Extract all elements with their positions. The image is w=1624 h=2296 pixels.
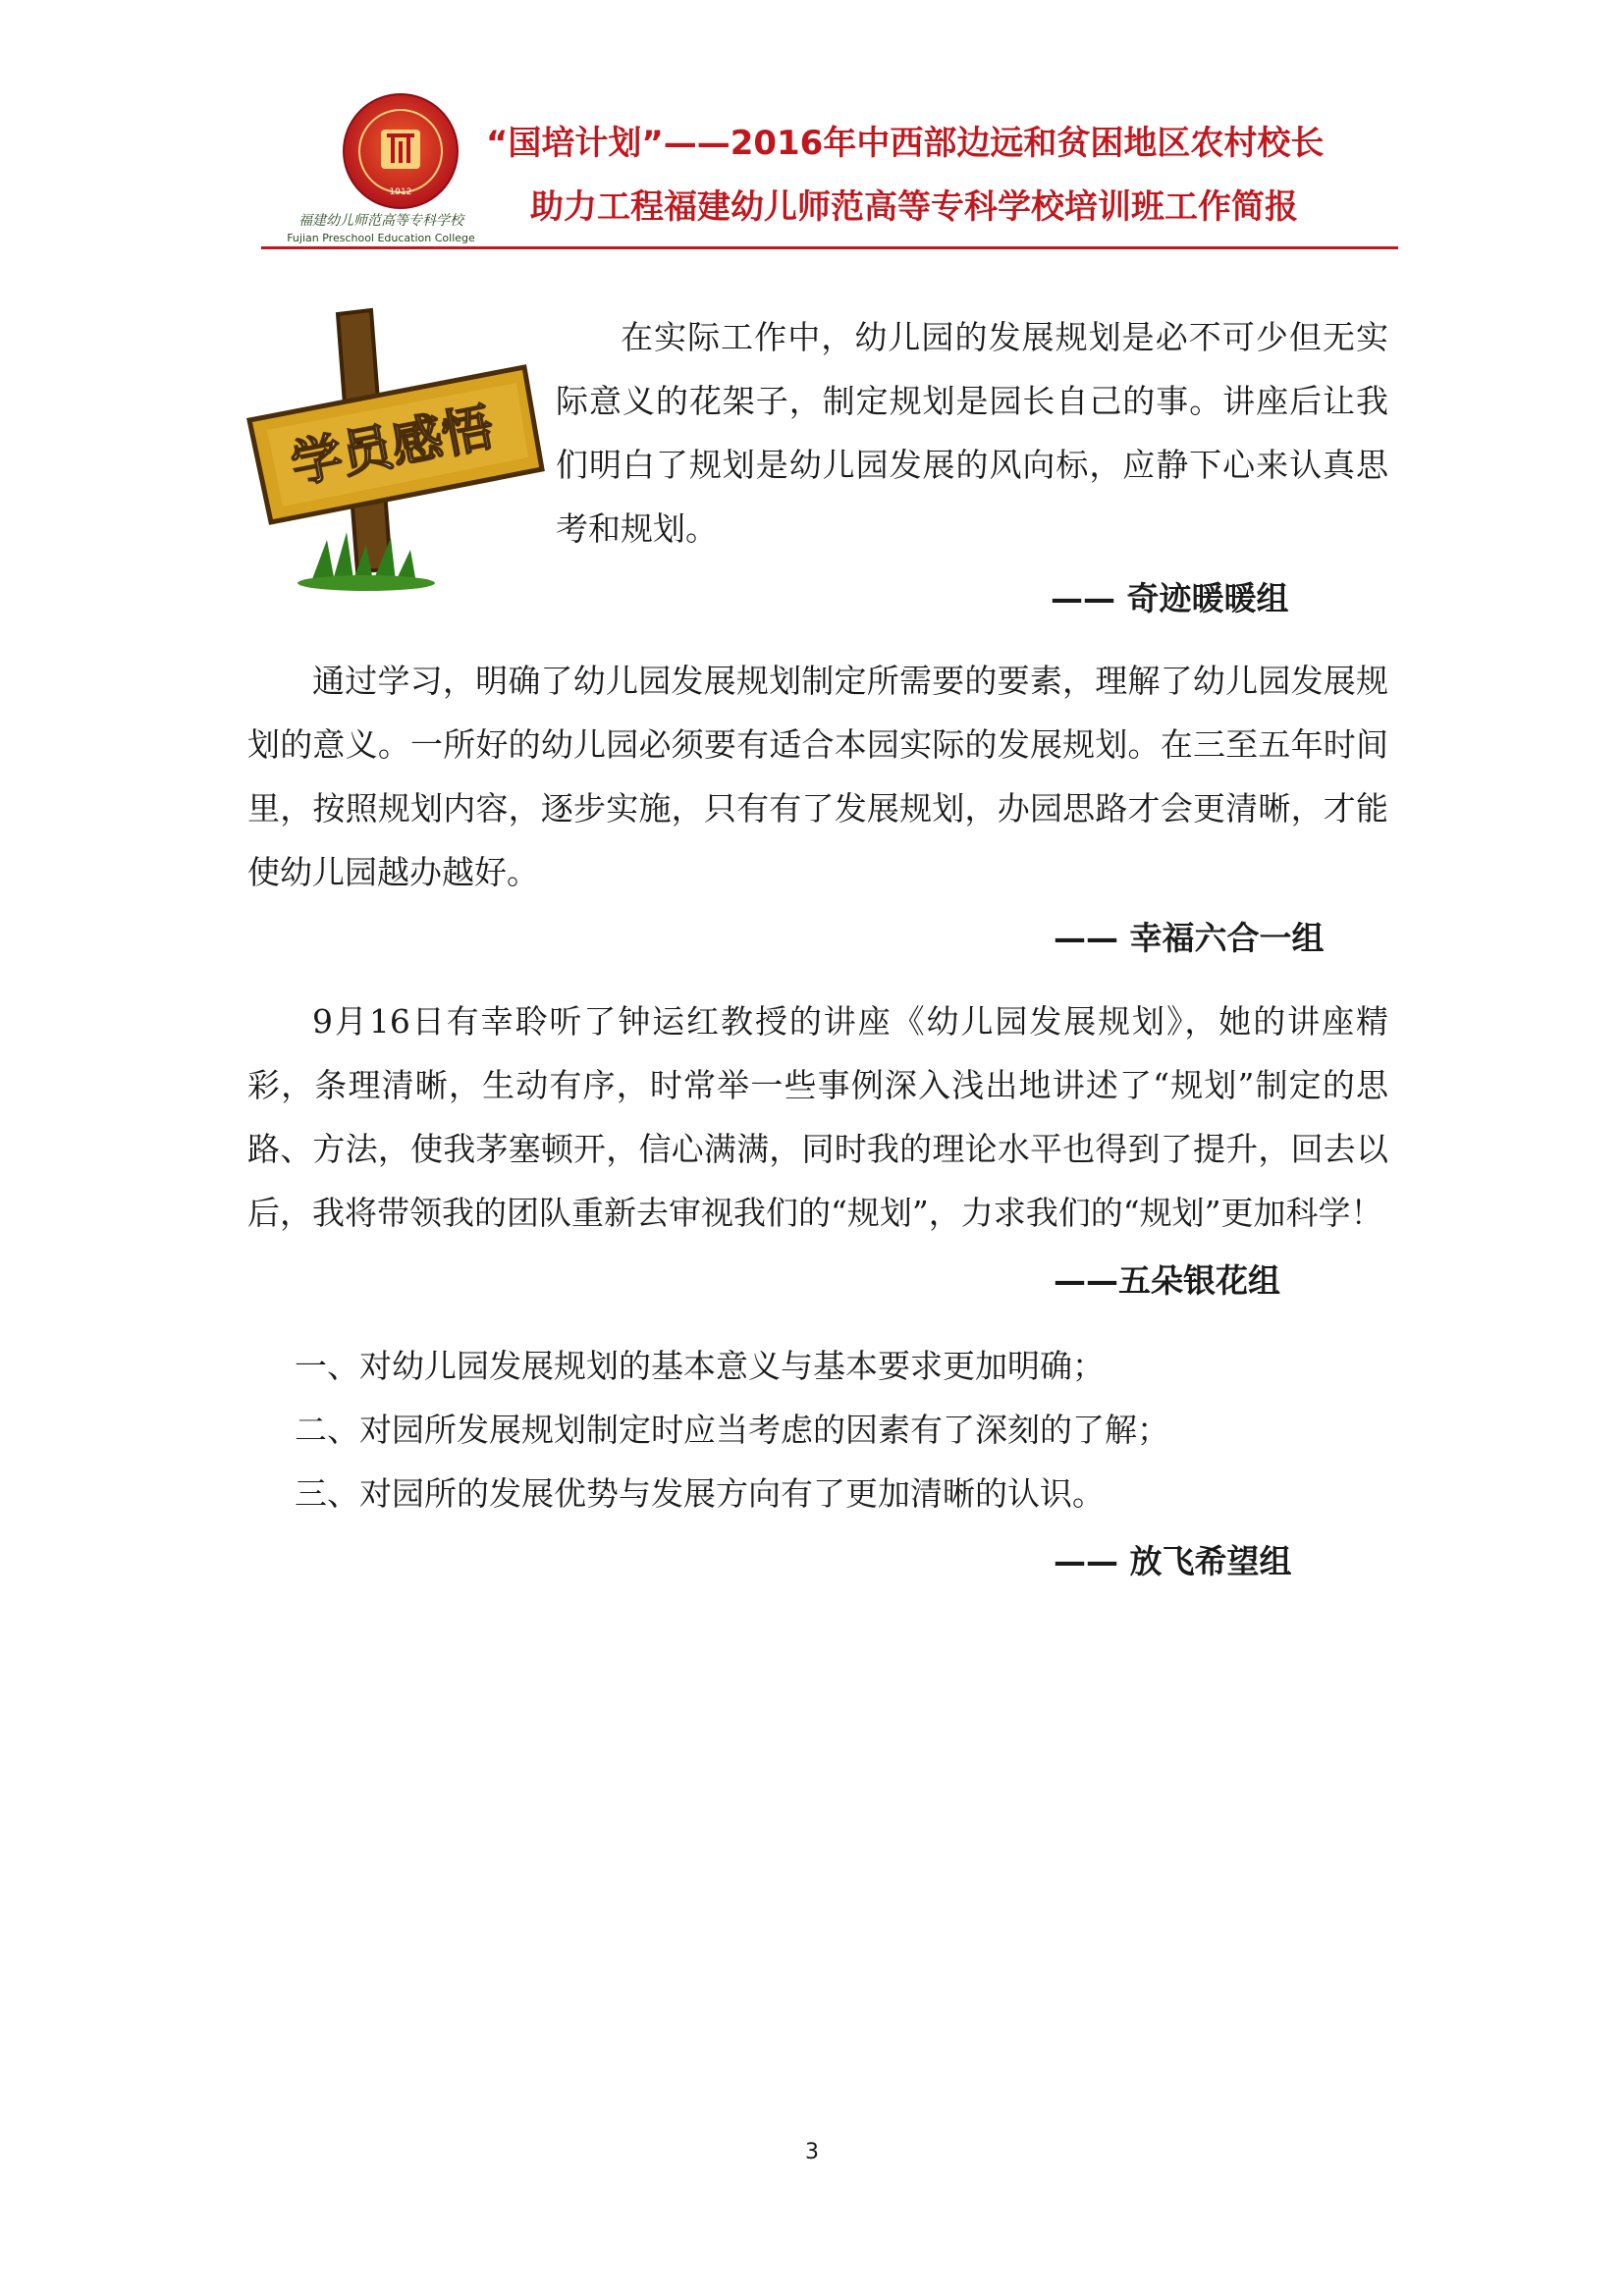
college-logo xyxy=(263,90,509,247)
reflection-signature-2: —— 幸福六合一组 xyxy=(1054,919,1325,957)
header-title-line-1: “国培计划”——2016年中西部边远和贫困地区农村校长 xyxy=(486,124,1325,163)
reflection-signature-1: —— 奇迹暖暖组 xyxy=(1051,579,1289,617)
logo-year: 1912 xyxy=(389,187,412,197)
reflection-list-item: 三、对园所的发展优势与发展方向有了更加清晰的认识。 xyxy=(295,1474,1105,1513)
reflection-signature-4: —— 放飞希望组 xyxy=(1054,1542,1292,1580)
reflection-paragraph-1: 在实际工作中，幼儿园的发展规划是必不可少但无实际意义的花架子，制定规划是园长自己的事。讲座后让我们明白了规划是幼儿园发展的风向标，应静下心来认真思考和规划。 xyxy=(556,318,1388,548)
reflection-list-item: 二、对园所发展规划制定时应当考虑的因素有了深刻的了解； xyxy=(295,1411,1169,1449)
reflection-list-item: 一、对幼儿园发展规划的基本意义与基本要求更加明确； xyxy=(295,1347,1105,1385)
reflection-paragraph-2: 通过学习，明确了幼儿园发展规划制定所需要的要素，理解了幼儿园发展规划的意义。一所好的幼儿园必须要有适合本园实际的发展规划。在三至五年时间里，按照规划内容，逐步实施，只有有了发展规划，办园思路才会更清晰，才能使幼儿园越办越好。 xyxy=(247,662,1388,891)
header-divider xyxy=(261,246,1398,249)
reflection-paragraph-3: 9月16日有幸聆听了钟运红教授的讲座《幼儿园发展规划》，她的讲座精彩，条理清晰，生动有序，时常举一些事例深入浅出地讲述了“规划”制定的思路、方法，使我茅塞顿开，信心满满，同时我的理论水平也得到了提升，回去以后，我将带领我的团队重新去审视我们的“规划”，力求我们的“规划”更加科学！ xyxy=(247,1002,1388,1232)
reflection-signature-3: ——五朵银花组 xyxy=(1054,1261,1280,1300)
logo-caption-en: Fujian Preschool Education College xyxy=(287,232,475,244)
page-number: 3 xyxy=(805,2140,819,2164)
logo-caption-cn: 福建幼儿师范高等专科学校 xyxy=(298,213,463,229)
sign-label: 学员感悟 xyxy=(286,397,499,496)
trainee-reflections-sign xyxy=(244,304,548,594)
header-title-line-2: 助力工程福建幼儿师范高等专科学校培训班工作简报 xyxy=(530,187,1298,227)
